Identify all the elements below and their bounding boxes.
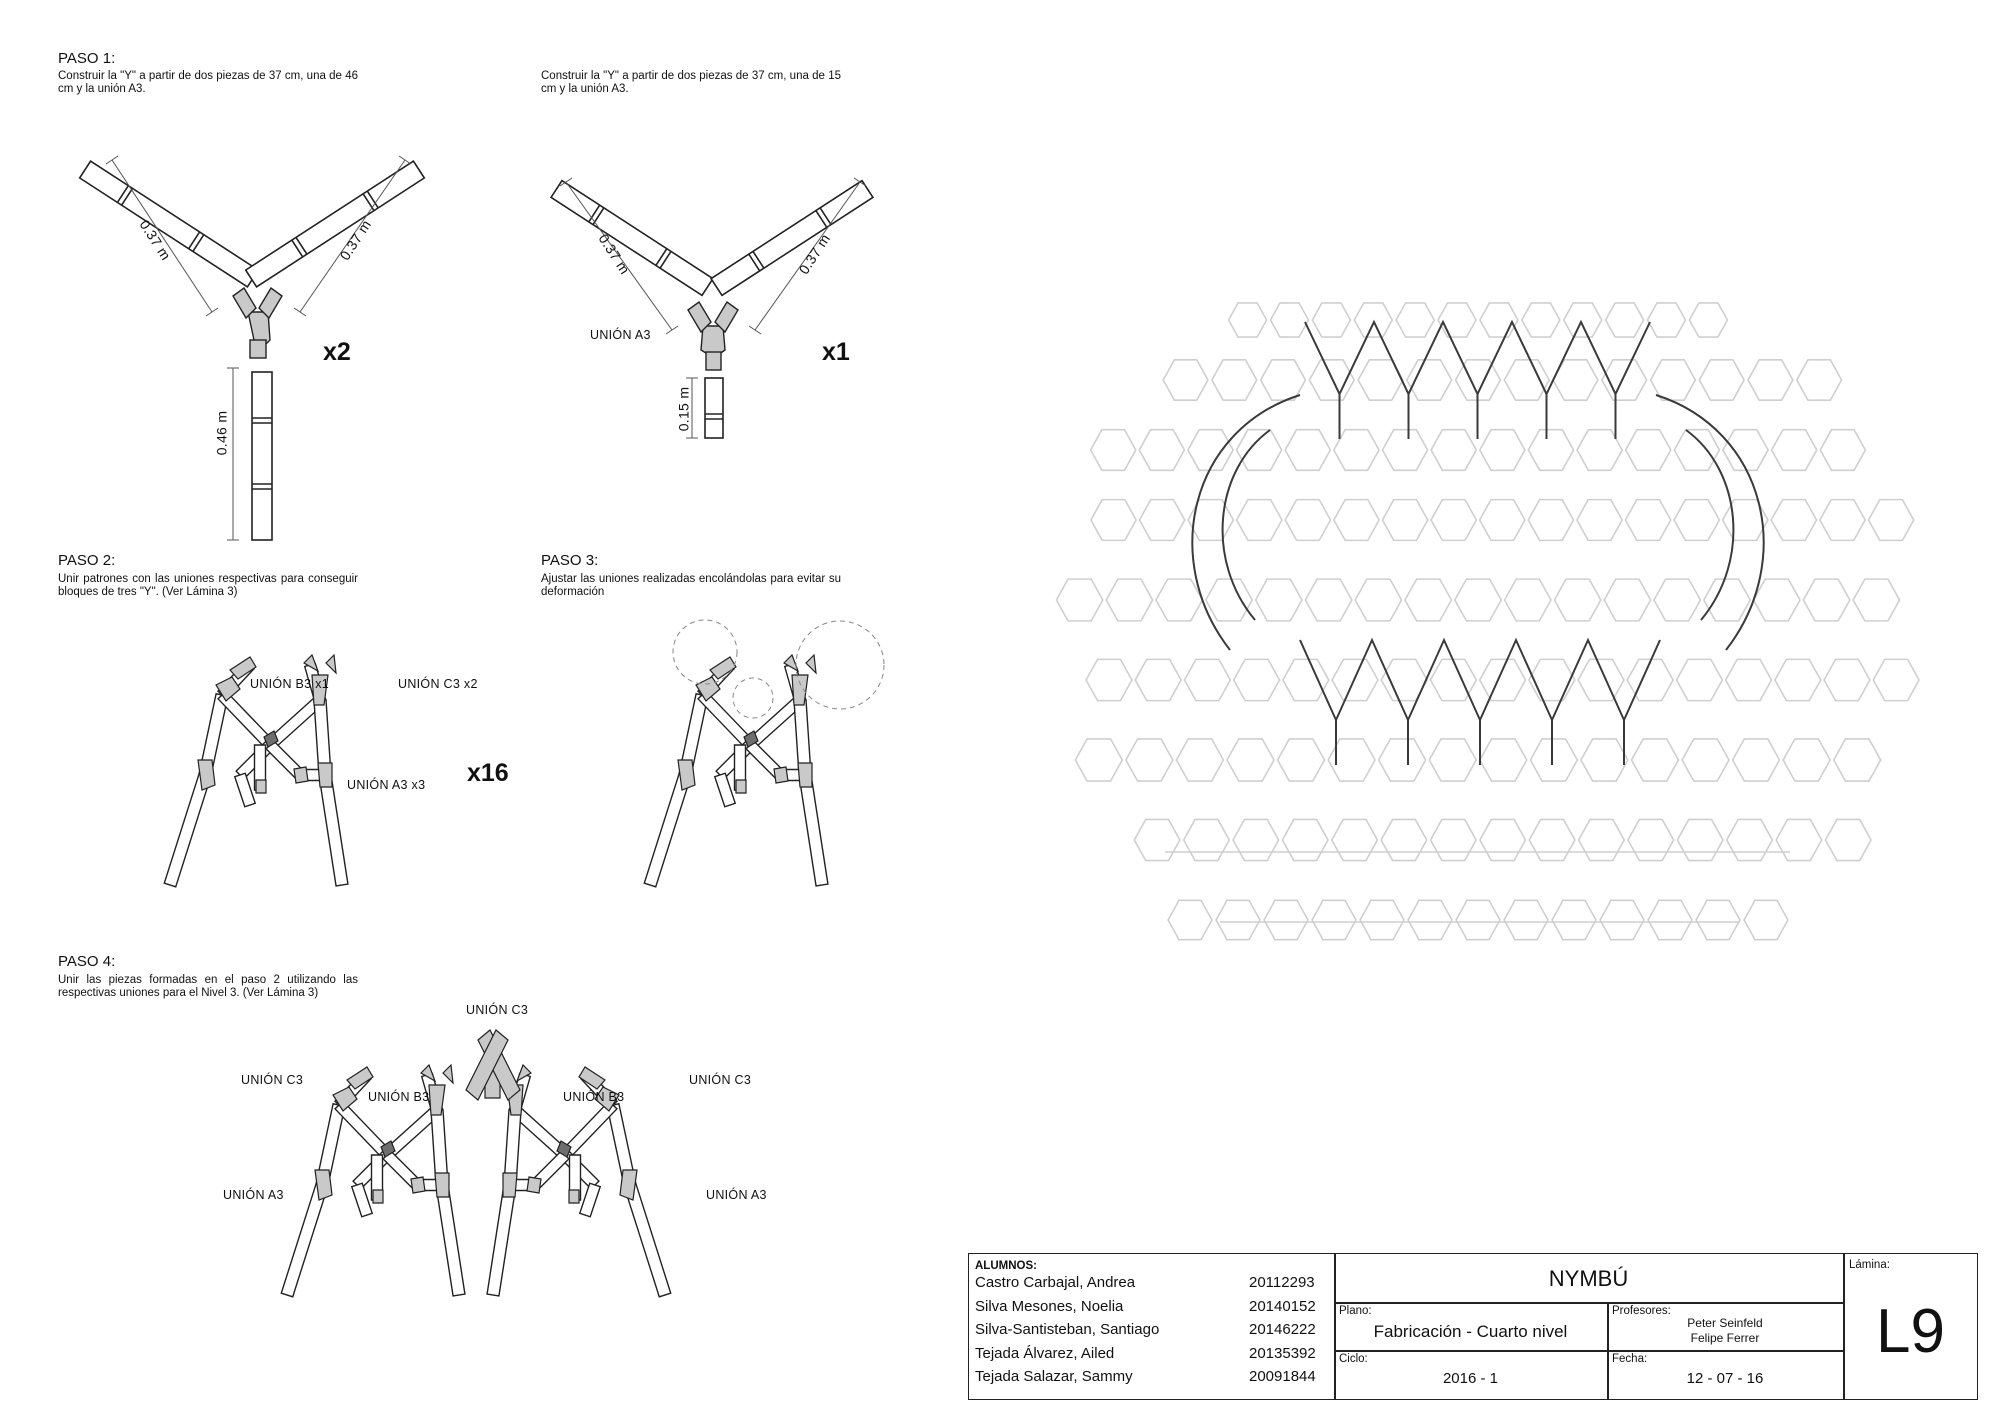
label-union-c3-paso4-right: UNIÓN C3 bbox=[689, 1073, 752, 1087]
label-union-c3-paso2: UNIÓN C3 x2 bbox=[398, 677, 478, 691]
student-name: Silva-Santisteban, Santiago bbox=[975, 1321, 1160, 1338]
paso2-description: Unir patrones con las uniones respectivas para conseguir bloques de tres "Y". (Ver Lámina 3) bbox=[58, 573, 358, 598]
paso1b-description: Construir la "Y" a partir de dos piezas de 37 cm, una de 15 cm y la unión A3. bbox=[541, 70, 841, 95]
paso3-title: PASO 3: bbox=[541, 552, 599, 569]
dim-label-right-arm-b: 0.37 m bbox=[795, 230, 834, 278]
dim-label-left-arm-b: 0.37 m bbox=[595, 230, 634, 278]
student-name: Tejada Álvarez, Ailed bbox=[975, 1344, 1115, 1362]
fecha-value: 12 - 07 - 16 bbox=[1686, 1370, 1764, 1387]
dim-label-left-arm-a: 0.37 m bbox=[136, 216, 175, 264]
ciclo-value: 2016 - 1 bbox=[1442, 1370, 1499, 1387]
plano-label: Plano: bbox=[1339, 1305, 1372, 1317]
label-union-b3-paso4-right: UNIÓN B3 bbox=[563, 1090, 625, 1104]
lamina-label: Lámina: bbox=[1849, 1259, 1890, 1271]
label-union-a3-paso4-left: UNIÓN A3 bbox=[223, 1188, 284, 1202]
plano-value: Fabricación - Cuarto nivel bbox=[1373, 1322, 1568, 1341]
student-name: Castro Carbajal, Andrea bbox=[975, 1274, 1136, 1291]
alumnos-label: ALUMNOS: bbox=[975, 1260, 1037, 1272]
profesor-2: Felipe Ferrer bbox=[1690, 1331, 1760, 1345]
paso1-description: Construir la "Y" a partir de dos piezas de 37 cm, una de 46 cm y la unión A3. bbox=[58, 70, 358, 95]
student-name: Tejada Salazar, Sammy bbox=[975, 1368, 1133, 1385]
student-code: 20140152 bbox=[1249, 1297, 1316, 1315]
student-code: 20135392 bbox=[1249, 1344, 1316, 1362]
multiplier-paso1: x2 bbox=[323, 338, 351, 366]
label-union-b3-paso4-left: UNIÓN B3 bbox=[368, 1090, 430, 1104]
label-union-c3-paso4-left: UNIÓN C3 bbox=[241, 1073, 304, 1087]
label-union-a3-paso4-right: UNIÓN A3 bbox=[706, 1188, 767, 1202]
student-code: 20146222 bbox=[1249, 1321, 1316, 1338]
label-union-a3-paso2: UNIÓN A3 x3 bbox=[347, 778, 426, 792]
multiplier-paso1b: x1 bbox=[822, 338, 850, 366]
profesores-label: Profesores: bbox=[1612, 1305, 1671, 1317]
paso2-title: PASO 2: bbox=[58, 552, 116, 569]
title-block bbox=[968, 1253, 1978, 1400]
paso4-description: Unir las piezas formadas en el paso 2 utilizando las respectivas uniones para el Nivel 3. (Ver Lámina 3) bbox=[58, 974, 358, 999]
fecha-label: Fecha: bbox=[1612, 1353, 1648, 1365]
dim-label-bottom-a: 0.46 m bbox=[213, 410, 230, 456]
label-union-b3-paso2: UNIÓN B3 x1 bbox=[250, 677, 330, 691]
student-code: 20112293 bbox=[1249, 1274, 1315, 1291]
student-name: Silva Mesones, Noelia bbox=[975, 1297, 1124, 1315]
label-union-c3-paso4-top: UNIÓN C3 bbox=[466, 1003, 529, 1017]
lamina-value: L9 bbox=[1876, 1297, 1945, 1366]
multiplier-paso2: x16 bbox=[467, 759, 509, 787]
profesor-1: Peter Seinfeld bbox=[1687, 1316, 1763, 1330]
project-name: NYMBÚ bbox=[1548, 1266, 1629, 1291]
paso4-title: PASO 4: bbox=[58, 953, 116, 970]
label-union-a3-paso1b: UNIÓN A3 bbox=[590, 328, 651, 342]
paso3-description: Ajustar las uniones realizadas encolándolas para evitar su deformación bbox=[541, 573, 841, 598]
dim-label-right-arm-a: 0.37 m bbox=[336, 216, 375, 264]
dim-label-bottom-b: 0.15 m bbox=[675, 386, 692, 432]
paso1-title: PASO 1: bbox=[58, 50, 116, 67]
student-code: 20091844 bbox=[1249, 1368, 1316, 1385]
ciclo-label: Ciclo: bbox=[1339, 1353, 1368, 1365]
